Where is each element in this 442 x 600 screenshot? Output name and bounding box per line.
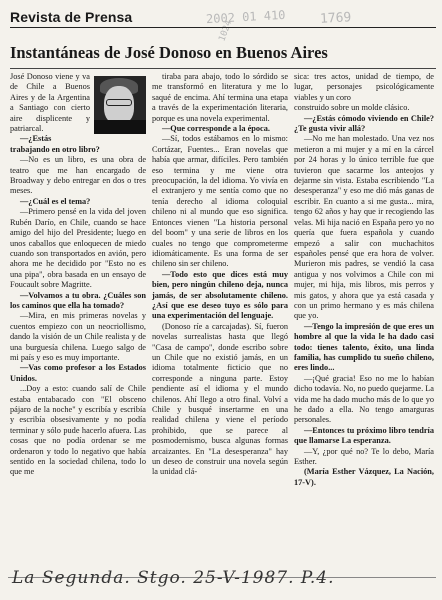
interview-question: —Volvamos a tu obra. ¿Cuáles son los caminos que ella ha tomado? bbox=[10, 290, 146, 310]
header-rule bbox=[10, 27, 436, 28]
paragraph: sica: tres actos, unidad de tiempo, de lugar, personajes psicológicamente viables y un coro bbox=[294, 72, 434, 102]
archive-stamp: 2002 01 410 bbox=[205, 7, 286, 27]
paragraph: —Sí, todos estábamos en lo mismo: Cortázar, Fuentes... Eran novelas que había que armar, difíciles. Pero también eso termina y me viene otra preocupación, la del idioma. Yo vivía en el extranjero y me sentía como que no tenía derecho al idioma coloquial chileno ni al mundo que eso significa. Entonces vienen "La historia personal del boom" y una serie de libros en los cuales no tengo que comprometerme idiomáticamente. Es una forma de ser chileno sin ser chileno. bbox=[152, 134, 288, 269]
handwritten-source-note: La Segunda. Stgo. 25-V-1987. P.4. bbox=[12, 568, 335, 588]
section-heading: Revista de Prensa bbox=[10, 9, 133, 25]
article-column-1 bbox=[10, 72, 146, 478]
paragraph: tiraba para abajo, todo lo sórdido se me transformó en literatura y me lo saqué de encima. Ahí termina una etapa a través de la experimentación literaria, porque es una novela experimental. bbox=[152, 72, 288, 123]
article-title: Instantáneas de José Donoso en Buenos Aires bbox=[10, 43, 328, 62]
paragraph: —No me han molestado. Una vez nos metieron a mi mujer y a mí en la cárcel por 24 horas y lo único terrible fue que tuvieron que sacarme los anteojos y dejarme sin vista. Estaba escribiendo "La desesperanza" y eso me dió más ganas de escribir. En cuanto a si me gusta... mira, tengo 62 años y hay que ir recogiendo las velas. Mi hija nació en España pero yo no quería que fuera española y cuando empezó a salir con muchachitos españoles pensé que era hora de volver. Murieron mis padres, se vendió la casa antigua y nos volvimos a Chile con mi mujer, mi hija, mis libros, mis perros y mis gatos, y ahora que ya está casada y con un primo hermano y es más chilena que yo. bbox=[294, 134, 434, 321]
interview-question: (María Esther Vázquez, La Nación, 17-V). bbox=[294, 467, 434, 487]
paragraph: José Donoso viene y va de Chile a Buenos Aires y de la Argentina a Santiago con cierto aire displicente y patriarcal. bbox=[10, 72, 90, 134]
article-column-2 bbox=[152, 72, 288, 478]
paragraph: —Mira, en mis primeras novelas y cuentos empiezo con un neocriollismo, dando la visión de un Chile realista y de una burguesía chilena. Luego salgo de mi país y eso es muy importante. bbox=[10, 311, 146, 362]
article-column-3 bbox=[294, 72, 434, 488]
archive-stamp: 1024 bbox=[217, 19, 235, 43]
paragraph: ...Doy a esto: cuando salí de Chile estaba entabacado con "El obsceno pájaro de la noche" y escribía y escribía y escribía obsesivamente y no podía terminar y sólo pude hacerlo afuera. Las cosas que no podía ordenar se me ordenaron y todo lo negativo que había sentido en la sociedad chilena, todo lo que me bbox=[10, 384, 146, 477]
interview-question: —¿Estás cómodo viviendo en Chile? ¿Te gusta vivir allá? bbox=[294, 113, 434, 134]
paragraph: (Donoso ríe a carcajadas). Sí, fueron novelas surrealistas hasta que llegó "Casa de campo", donde escribo sobre un Chile que no existió jamás, en un idioma totalmente ficticio que no corresponde a ninguna parte. Estoy pendiente así el idioma y el mundo chilenos. Ahí llego a otro final. Volví a Chile y busqué insertarme en una realidad chilena y viene el período prohibido, que se parece al posmodernismo, busca algunas formas arcaizantes. En "La desesperanza" hay un deseo de construir una novela según la unidad clá- bbox=[152, 321, 288, 477]
paragraph: —¡Qué gracia! Eso no me lo habían dicho todavía. No, no puedo quejarme. La vida me ha dado mucho más de lo que yo he dado a ella. No tengo amarguras personales. bbox=[294, 373, 434, 425]
paragraph: —Y, ¿por qué no? Te lo debo, María Esther. bbox=[294, 446, 434, 467]
interview-question: —¿Estás trabajando en otro libro? bbox=[10, 134, 100, 154]
paragraph: —Primero pensé en la vida del joven Rubén Darío, en Chile, cuando se hace amigo del hijo del Presidente; luego en unos caballos que enloquecen de miedo cuando son transportados en avión, pero ahora me he decidido por "Esto no es una pipa", obra basada en un ensayo de Foucault sobre Magritte. bbox=[10, 207, 146, 290]
paragraph: —No es un libro, es una obra de teatro que me han encargado de Broadway y debo entregar en dos o tres meses. bbox=[10, 155, 146, 196]
archive-stamp: 1769 bbox=[319, 10, 352, 27]
interview-question: —Tengo la impresión de que eres un hombre al que la vida le ha dado casi todo: tienes talento, éxito, una linda familia, has cumplido tu sueño chileno, eres lindo... bbox=[294, 321, 434, 373]
interview-question: —Entonces tu próximo libro tendría que llamarse La esperanza. bbox=[294, 425, 434, 446]
interview-question: —Vas como profesor a los Estados Unidos. bbox=[10, 363, 146, 383]
paragraph: construido sobre un molde clásico. bbox=[294, 103, 410, 113]
interview-question: —¿Cuál es el tema? bbox=[20, 196, 91, 206]
interview-question: —Que corresponde a la época. bbox=[162, 124, 270, 134]
interview-question: —Todo esto que dices está muy bien, pero ningún chileno deja, nunca jamás, de ser absolutamente chileno. ¿Así que ese deseo tuyo es sólo para una experimentación del lenguaje. bbox=[152, 269, 288, 321]
title-rule bbox=[10, 68, 436, 69]
